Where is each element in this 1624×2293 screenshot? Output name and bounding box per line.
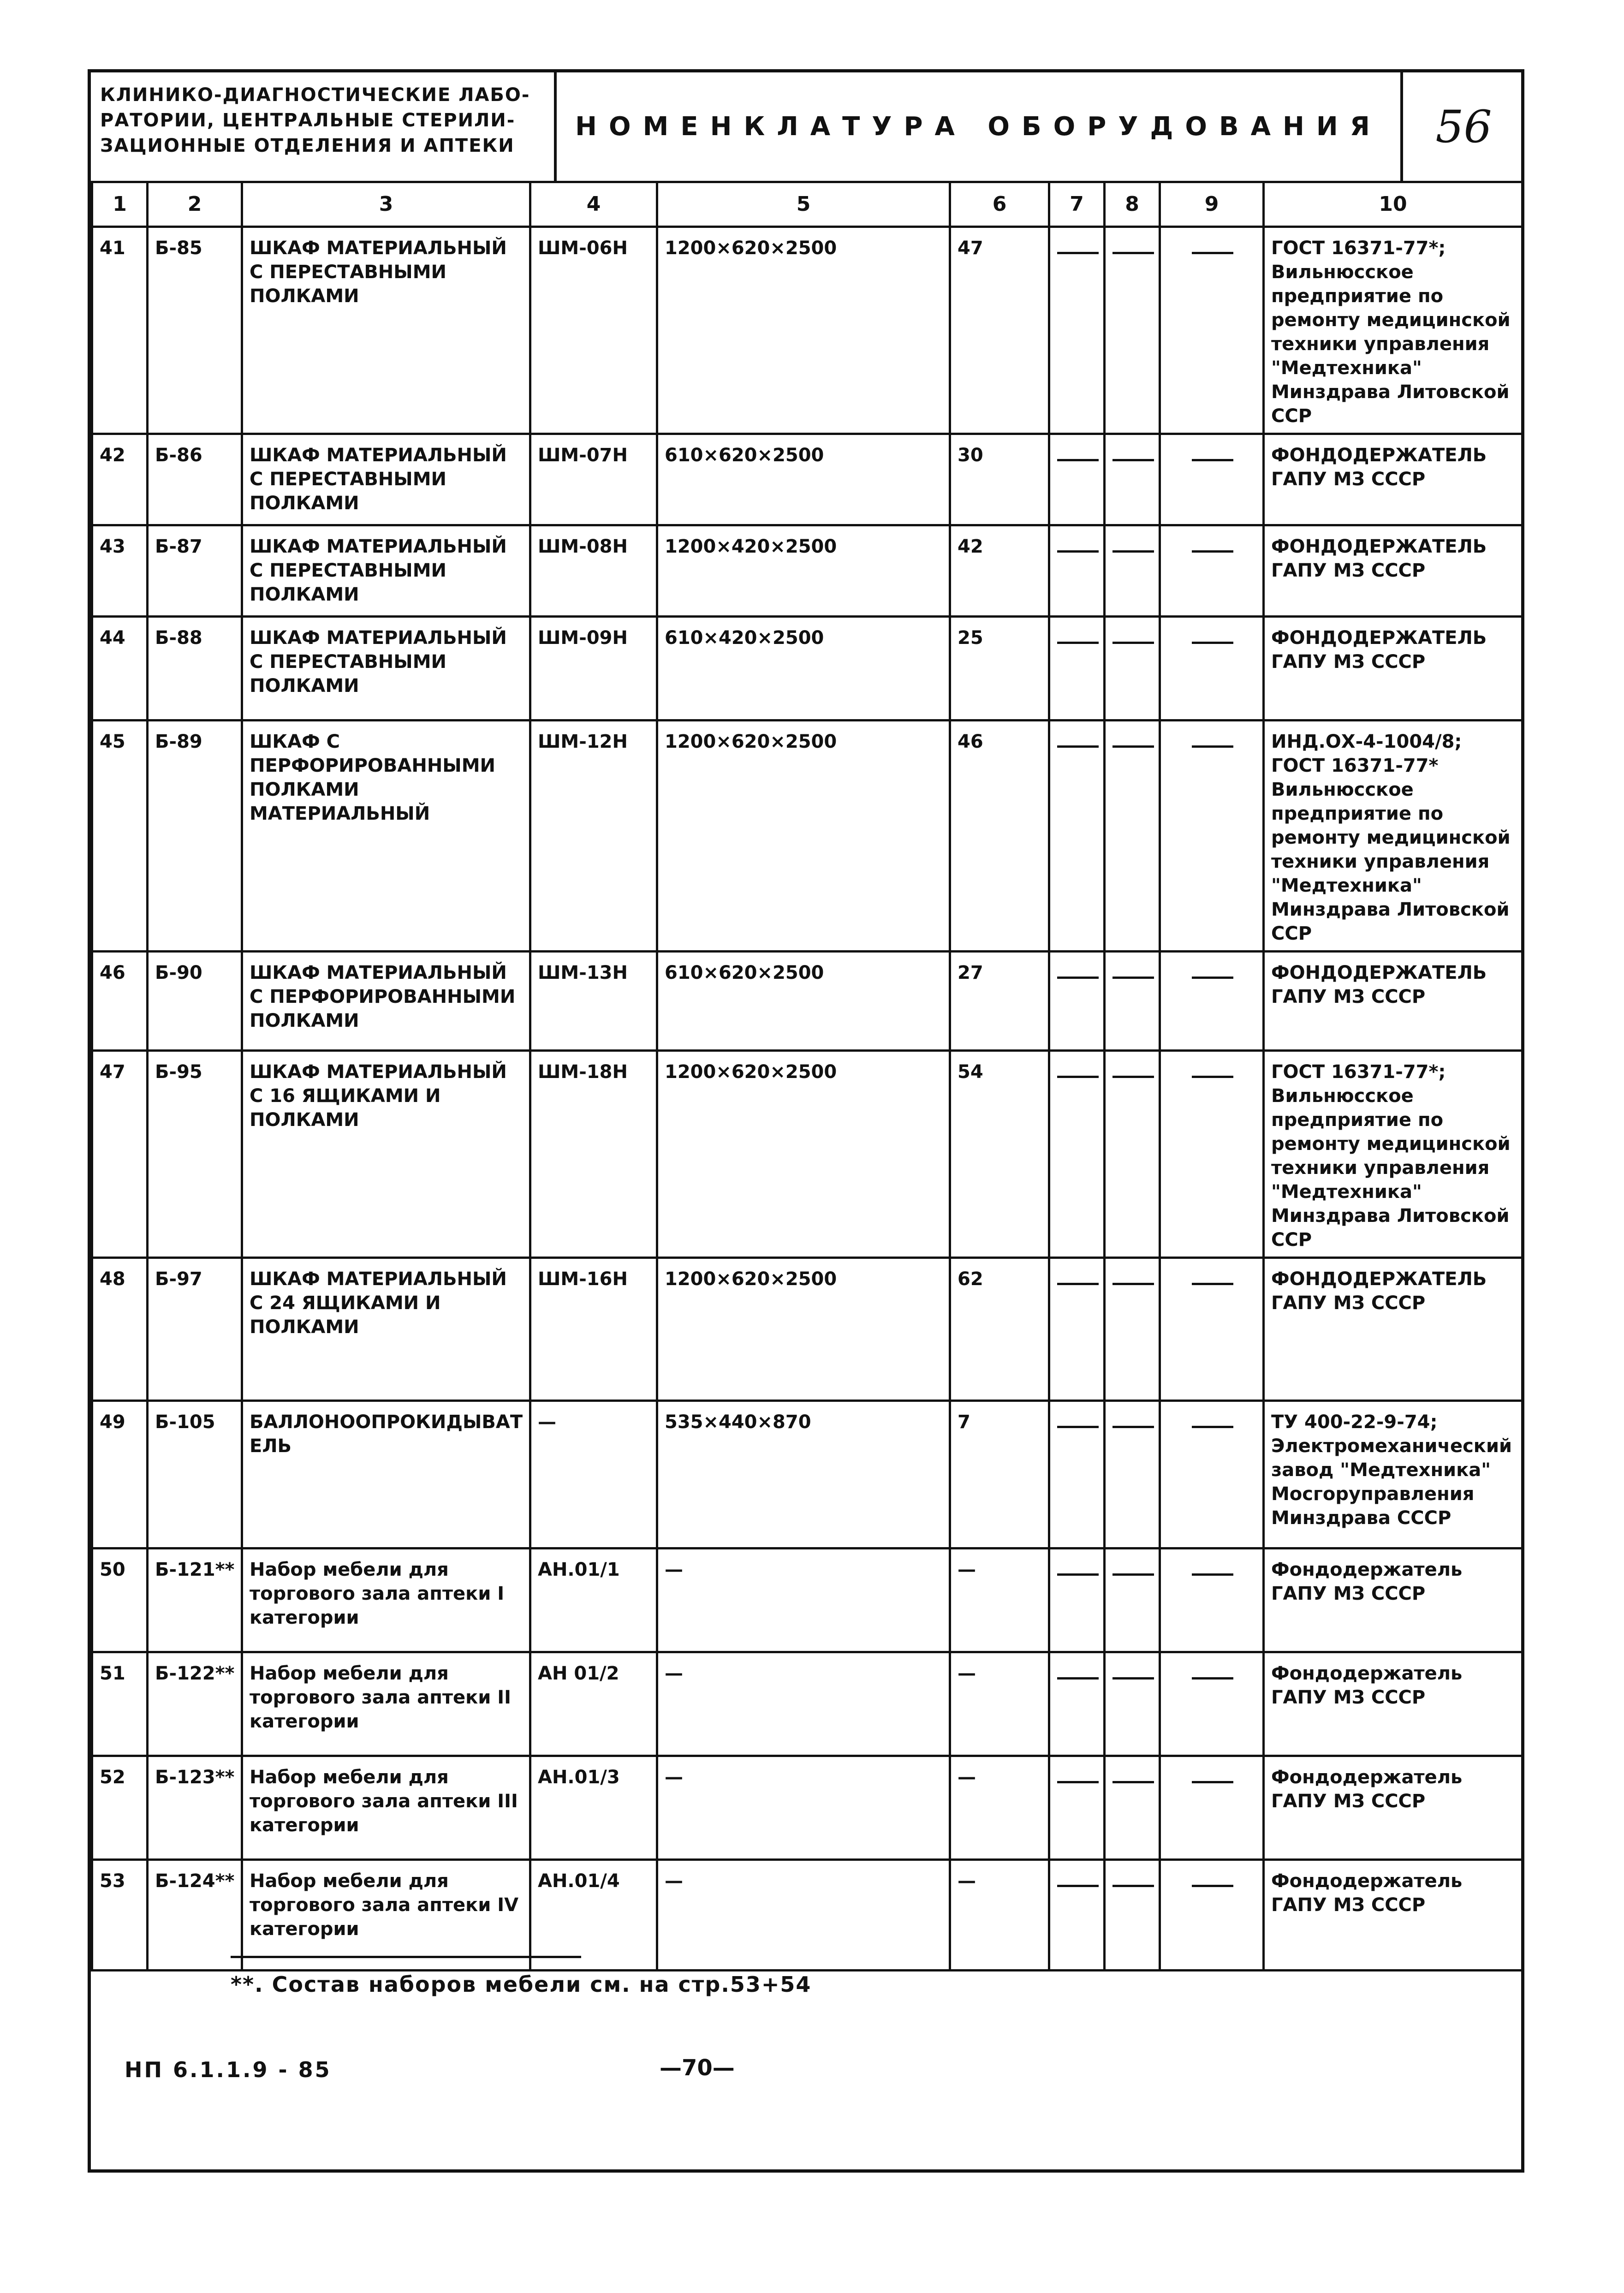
dimensions-cell: 1200×620×2500 — [657, 227, 950, 434]
dash-mark — [1192, 1677, 1233, 1680]
sheet-number: 56 — [1435, 101, 1492, 153]
table-row — [92, 1860, 1523, 1971]
model-cell: ШМ-18Н — [530, 1051, 657, 1258]
col9-cell — [1160, 721, 1264, 952]
col8-cell — [1105, 1652, 1160, 1756]
col9-cell — [1160, 617, 1264, 721]
col9-cell — [1160, 1051, 1264, 1258]
col9-cell — [1160, 1401, 1264, 1549]
col9-cell — [1160, 1756, 1264, 1860]
table-row — [92, 1756, 1523, 1860]
dimensions-cell: — — [657, 1652, 950, 1756]
col8-cell — [1105, 721, 1160, 952]
column-header: 4 — [530, 182, 657, 227]
table-row — [92, 434, 1523, 525]
col9-cell — [1160, 434, 1264, 525]
dimensions-cell: 1200×620×2500 — [657, 1051, 950, 1258]
dimensions-cell: — — [657, 1860, 950, 1971]
column-header: 1 — [92, 182, 148, 227]
model-cell: ШМ-13Н — [530, 952, 657, 1051]
notes-cell: Фондодержатель ГАПУ МЗ СССР — [1264, 1549, 1523, 1652]
equipment-code-cell: Б-87 — [148, 525, 242, 617]
model-cell: — — [530, 1401, 657, 1549]
equipment-name-cell: Набор мебели для торгового зала аптеки I категории — [242, 1549, 530, 1652]
equipment-name-cell: ШКАФ МАТЕРИАЛЬНЫЙ С 16 ЯЩИКАМИ И ПОЛКАМИ — [242, 1051, 530, 1258]
col8-cell — [1105, 434, 1160, 525]
equipment-name-cell: БАЛЛОНООПРОКИДЫВАТЕЛЬ — [242, 1401, 530, 1549]
model-cell: ШМ-12Н — [530, 721, 657, 952]
col7-cell — [1049, 227, 1105, 434]
document-code: НП 6.1.1.9 - 85 — [125, 2057, 332, 2082]
page-number: —70— — [660, 2055, 735, 2081]
column-header: 6 — [950, 182, 1049, 227]
dash-mark — [1057, 1426, 1099, 1428]
col8-cell — [1105, 227, 1160, 434]
column-header: 2 — [148, 182, 242, 227]
notes-cell: Фондодержатель ГАПУ МЗ СССР — [1264, 1652, 1523, 1756]
dash-mark — [1057, 977, 1099, 979]
notes-cell: ФОНДОДЕРЖАТЕЛЬ ГАПУ МЗ СССР — [1264, 525, 1523, 617]
row-number-cell: 49 — [92, 1401, 148, 1549]
col9-cell — [1160, 952, 1264, 1051]
dash-mark — [1057, 1677, 1099, 1680]
dash-mark — [1057, 1573, 1099, 1576]
mass-cell: 47 — [950, 227, 1049, 434]
dash-mark — [1112, 1677, 1154, 1680]
table-row — [92, 1401, 1523, 1549]
note-divider — [231, 1956, 581, 1958]
table-row — [92, 1258, 1523, 1401]
col8-cell — [1105, 1401, 1160, 1549]
mass-cell: — — [950, 1860, 1049, 1971]
dash-mark — [1192, 1573, 1233, 1576]
model-cell: ШМ-16Н — [530, 1258, 657, 1401]
notes-cell: ГОСТ 16371-77*; Вильнюсское предприятие по ремонту медицинской техники управления "Медтехника" Минздрава Литовской ССР — [1264, 227, 1523, 434]
notes-cell: ГОСТ 16371-77*; Вильнюсское предприятие по ремонту медицинской техники управления "Медтехника" Минздрава Литовской ССР — [1264, 1051, 1523, 1258]
row-number-cell: 53 — [92, 1860, 148, 1971]
dash-mark — [1057, 252, 1099, 254]
equipment-code-cell: Б-95 — [148, 1051, 242, 1258]
dash-mark — [1192, 1781, 1233, 1783]
mass-cell: 27 — [950, 952, 1049, 1051]
column-header: 9 — [1160, 182, 1264, 227]
dimensions-cell: 535×440×870 — [657, 1401, 950, 1549]
column-number-row — [92, 182, 1523, 227]
mass-cell: 42 — [950, 525, 1049, 617]
col7-cell — [1049, 525, 1105, 617]
col7-cell — [1049, 1652, 1105, 1756]
notes-cell: ФОНДОДЕРЖАТЕЛЬ ГАПУ МЗ СССР — [1264, 952, 1523, 1051]
dash-mark — [1112, 459, 1154, 461]
model-cell: АН.01/3 — [530, 1756, 657, 1860]
equipment-code-cell: Б-121** — [148, 1549, 242, 1652]
table-row — [92, 1652, 1523, 1756]
equipment-name-cell: ШКАФ МАТЕРИАЛЬНЫЙ С 24 ЯЩИКАМИ И ПОЛКАМИ — [242, 1258, 530, 1401]
col8-cell — [1105, 1756, 1160, 1860]
notes-cell: ИНД.ОХ-4-1004/8; ГОСТ 16371-77* Вильнюсское предприятие по ремонту медицинской техники управления "Медтехника" Минздрава Литовской ССР — [1264, 721, 1523, 952]
dash-mark — [1112, 1573, 1154, 1576]
row-number-cell: 43 — [92, 525, 148, 617]
footnote: **. Состав наборов мебели см. на стр.53+54 — [231, 1972, 812, 1997]
col7-cell — [1049, 1258, 1105, 1401]
col9-cell — [1160, 1549, 1264, 1652]
dash-mark — [1192, 977, 1233, 979]
dash-mark — [1112, 1283, 1154, 1285]
dash-mark — [1057, 745, 1099, 748]
section-title — [91, 72, 557, 181]
row-number-cell: 48 — [92, 1258, 148, 1401]
mass-cell: 7 — [950, 1401, 1049, 1549]
mass-cell: 46 — [950, 721, 1049, 952]
mass-cell: — — [950, 1756, 1049, 1860]
col9-cell — [1160, 1860, 1264, 1971]
dash-mark — [1192, 252, 1233, 254]
dash-mark — [1057, 1781, 1099, 1783]
dash-mark — [1192, 1076, 1233, 1078]
column-header: 8 — [1105, 182, 1160, 227]
table-row — [92, 1051, 1523, 1258]
mass-cell: 62 — [950, 1258, 1049, 1401]
section-line: ЗАЦИОННЫЕ ОТДЕЛЕНИЯ И АПТЕКИ — [100, 135, 515, 156]
col9-cell — [1160, 525, 1264, 617]
model-cell: АН.01/4 — [530, 1860, 657, 1971]
col8-cell — [1105, 1258, 1160, 1401]
equipment-name-cell: Набор мебели для торгового зала аптеки II категории — [242, 1652, 530, 1756]
mass-cell: 54 — [950, 1051, 1049, 1258]
equipment-code-cell: Б-85 — [148, 227, 242, 434]
dash-mark — [1112, 642, 1154, 644]
dash-mark — [1112, 550, 1154, 553]
col7-cell — [1049, 1051, 1105, 1258]
dash-mark — [1057, 642, 1099, 644]
dash-mark — [1192, 1885, 1233, 1887]
model-cell: ШМ-06Н — [530, 227, 657, 434]
row-number-cell: 50 — [92, 1549, 148, 1652]
row-number-cell: 46 — [92, 952, 148, 1051]
col8-cell — [1105, 952, 1160, 1051]
dash-mark — [1057, 1885, 1099, 1887]
model-cell: ШМ-09Н — [530, 617, 657, 721]
dash-mark — [1112, 1781, 1154, 1783]
section-line: КЛИНИКО-ДИАГНОСТИЧЕСКИЕ ЛАБО- — [100, 84, 530, 106]
row-number-cell: 41 — [92, 227, 148, 434]
equipment-name-cell: ШКАФ МАТЕРИАЛЬНЫЙ С ПЕРЕСТАВНЫМИ ПОЛКАМИ — [242, 525, 530, 617]
equipment-name-cell: Набор мебели для торгового зала аптеки III категории — [242, 1756, 530, 1860]
dash-mark — [1112, 1076, 1154, 1078]
col9-cell — [1160, 1652, 1264, 1756]
table-row — [92, 525, 1523, 617]
dash-mark — [1057, 1283, 1099, 1285]
table-row — [92, 617, 1523, 721]
dimensions-cell: — — [657, 1756, 950, 1860]
col7-cell — [1049, 1401, 1105, 1549]
dash-mark — [1112, 1885, 1154, 1887]
notes-cell: ФОНДОДЕРЖАТЕЛЬ ГАПУ МЗ СССР — [1264, 1258, 1523, 1401]
dash-mark — [1192, 1283, 1233, 1285]
row-number-cell: 45 — [92, 721, 148, 952]
row-number-cell: 51 — [92, 1652, 148, 1756]
dash-mark — [1192, 1426, 1233, 1428]
notes-cell: ФОНДОДЕРЖАТЕЛЬ ГАПУ МЗ СССР — [1264, 434, 1523, 525]
col9-cell — [1160, 227, 1264, 434]
equipment-name-cell: ШКАФ МАТЕРИАЛЬНЫЙ С ПЕРЕСТАВНЫМИ ПОЛКАМИ — [242, 434, 530, 525]
equipment-name-cell: ШКАФ МАТЕРИАЛЬНЫЙ С ПЕРЕСТАВНЫМИ ПОЛКАМИ — [242, 617, 530, 721]
mass-cell: 25 — [950, 617, 1049, 721]
dash-mark — [1112, 252, 1154, 254]
notes-cell: Фондодержатель ГАПУ МЗ СССР — [1264, 1756, 1523, 1860]
mass-cell: — — [950, 1652, 1049, 1756]
dimensions-cell: 1200×420×2500 — [657, 525, 950, 617]
dash-mark — [1112, 745, 1154, 748]
dash-mark — [1192, 745, 1233, 748]
equipment-code-cell: Б-88 — [148, 617, 242, 721]
col8-cell — [1105, 525, 1160, 617]
document-title: НОМЕНКЛАТУРА ОБОРУДОВАНИЯ — [557, 72, 1403, 181]
dash-mark — [1112, 977, 1154, 979]
equipment-code-cell: Б-90 — [148, 952, 242, 1051]
dash-mark — [1057, 459, 1099, 461]
column-header: 3 — [242, 182, 530, 227]
equipment-code-cell: Б-97 — [148, 1258, 242, 1401]
dimensions-cell: 610×620×2500 — [657, 952, 950, 1051]
row-number-cell: 42 — [92, 434, 148, 525]
equipment-code-cell: Б-89 — [148, 721, 242, 952]
col8-cell — [1105, 1860, 1160, 1971]
col7-cell — [1049, 434, 1105, 525]
dash-mark — [1192, 642, 1233, 644]
equipment-code-cell: Б-105 — [148, 1401, 242, 1549]
dimensions-cell: 1200×620×2500 — [657, 721, 950, 952]
equipment-table — [91, 181, 1523, 1971]
col8-cell — [1105, 1549, 1160, 1652]
column-header: 10 — [1264, 182, 1523, 227]
row-number-cell: 52 — [92, 1756, 148, 1860]
table-row — [92, 227, 1523, 434]
model-cell: ШМ-08Н — [530, 525, 657, 617]
col8-cell — [1105, 1051, 1160, 1258]
dash-mark — [1057, 1076, 1099, 1078]
section-line: РАТОРИИ, ЦЕНТРАЛЬНЫЕ СТЕРИЛИ- — [100, 110, 516, 131]
col7-cell — [1049, 1549, 1105, 1652]
table-row — [92, 952, 1523, 1051]
dash-mark — [1112, 1426, 1154, 1428]
col7-cell — [1049, 1860, 1105, 1971]
table-row — [92, 1549, 1523, 1652]
dimensions-cell: 610×620×2500 — [657, 434, 950, 525]
notes-cell: ТУ 400-22-9-74; Электромеханический завод "Медтехника" Мосгорупрaвления Минздрава СССР — [1264, 1401, 1523, 1549]
equipment-name-cell: ШКАФ С ПЕРФОРИРОВАННЫМИ ПОЛКАМИ МАТЕРИАЛЬНЫЙ — [242, 721, 530, 952]
col7-cell — [1049, 1756, 1105, 1860]
equipment-name-cell: ШКАФ МАТЕРИАЛЬНЫЙ С ПЕРЕСТАВНЫМИ ПОЛКАМИ — [242, 227, 530, 434]
col7-cell — [1049, 952, 1105, 1051]
equipment-name-cell: Набор мебели для торгового зала аптеки IV категории — [242, 1860, 530, 1971]
notes-cell: Фондодержатель ГАПУ МЗ СССР — [1264, 1860, 1523, 1971]
dimensions-cell: — — [657, 1549, 950, 1652]
dash-mark — [1057, 550, 1099, 553]
table-row — [92, 721, 1523, 952]
equipment-code-cell: Б-123** — [148, 1756, 242, 1860]
col8-cell — [1105, 617, 1160, 721]
equipment-name-cell: ШКАФ МАТЕРИАЛЬНЫЙ С ПЕРФОРИРОВАННЫМИ ПОЛКАМИ — [242, 952, 530, 1051]
col7-cell — [1049, 721, 1105, 952]
model-cell: ШМ-07Н — [530, 434, 657, 525]
dash-mark — [1192, 550, 1233, 553]
dash-mark — [1192, 459, 1233, 461]
dimensions-cell: 610×420×2500 — [657, 617, 950, 721]
model-cell: АН 01/2 — [530, 1652, 657, 1756]
column-header: 7 — [1049, 182, 1105, 227]
row-number-cell: 44 — [92, 617, 148, 721]
col9-cell — [1160, 1258, 1264, 1401]
dimensions-cell: 1200×620×2500 — [657, 1258, 950, 1401]
mass-cell: 30 — [950, 434, 1049, 525]
document-sheet — [88, 69, 1524, 2173]
equipment-code-cell: Б-86 — [148, 434, 242, 525]
column-header: 5 — [657, 182, 950, 227]
equipment-code-cell: Б-124** — [148, 1860, 242, 1971]
mass-cell: — — [950, 1549, 1049, 1652]
row-number-cell: 47 — [92, 1051, 148, 1258]
notes-cell: ФОНДОДЕРЖАТЕЛЬ ГАПУ МЗ СССР — [1264, 617, 1523, 721]
equipment-code-cell: Б-122** — [148, 1652, 242, 1756]
col7-cell — [1049, 617, 1105, 721]
model-cell: АН.01/1 — [530, 1549, 657, 1652]
